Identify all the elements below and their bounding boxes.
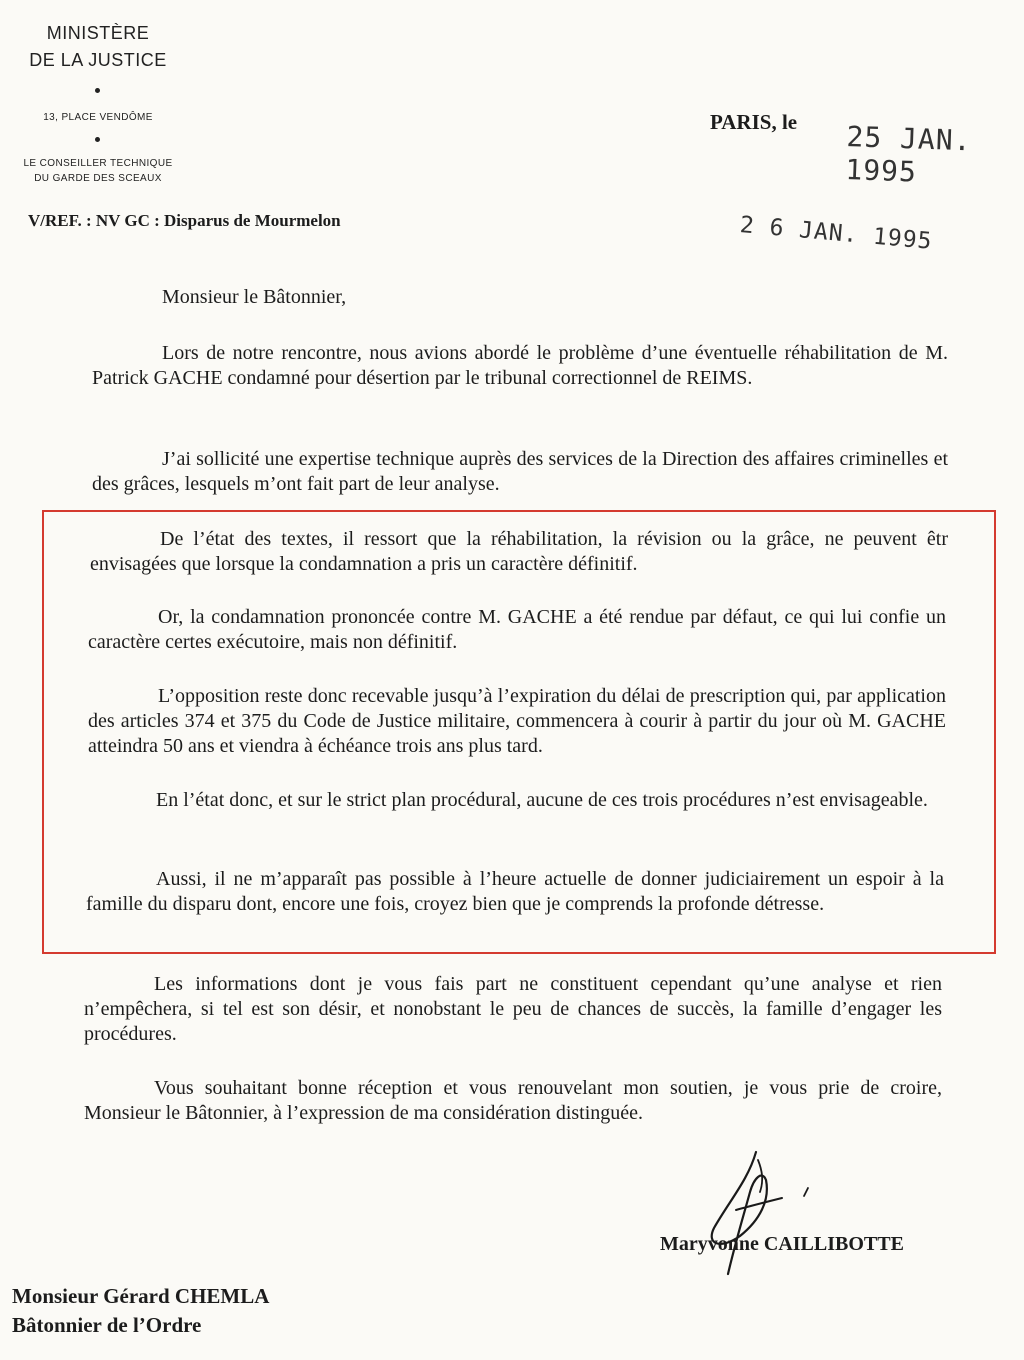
separator-dot bbox=[95, 137, 100, 142]
body-paragraph: Lors de notre rencontre, nous avions abordé le problème d’une éventuelle réhabilitation de M. Patrick GACHE condamné pour désertion par le tribunal correctionnel de REIMS. bbox=[92, 342, 948, 389]
body-paragraph: Aussi, il ne m’apparaît pas possible à l’heure actuelle de donner judiciairement un espoir à la famille du disparu dont, encore une fois, croyez bien que je comprends la profonde détresse. bbox=[86, 868, 944, 915]
body-paragraph: J’ai sollicité une expertise technique auprès des services de la Direction des affaires criminelles et des grâces, lesquels m’ont fait part de leur analyse. bbox=[92, 448, 948, 495]
handwritten-signature bbox=[700, 1140, 810, 1280]
body-paragraph: Les informations dont je vous fais part ne constituent cependant qu’une analyse et rien n’empêchera, si tel est son désir, et nonobstant le peu de chances de succès, la famille d’engager les procédures. bbox=[84, 973, 942, 1045]
body-paragraph: De l’état des textes, il ressort que la réhabilitation, la révision ou la grâce, ne peuvent êtr envisagées que lorsque la condamnation a pris un caractère définitif. bbox=[90, 528, 948, 575]
salutation: Monsieur le Bâtonnier, bbox=[162, 286, 347, 308]
ministry-line-1: MINISTÈRE bbox=[46, 23, 150, 43]
date-stamp: 25 JAN. 1995 bbox=[844, 120, 973, 189]
role-line-2: DU GARDE DES SCEAUX bbox=[34, 173, 162, 184]
addressee-title: Bâtonnier de l’Ordre bbox=[12, 1313, 202, 1337]
closing-paragraph: Vous souhaitant bonne réception et vous renouvelant mon soutien, je vous prie de croire, Monsieur le Bâtonnier, à l’expression de ma considération distinguée. bbox=[84, 1077, 942, 1124]
addressee-block bbox=[12, 1282, 269, 1340]
body-paragraph: Or, la condamnation prononcée contre M. GACHE a été rendue par défaut, ce qui lui confie un caractère certes exécutoire, mais non définitif. bbox=[88, 606, 946, 653]
reference-line: V/REF. : NV GC : Disparus de Mourmelon bbox=[28, 211, 341, 230]
role-line-1: LE CONSEILLER TECHNIQUE bbox=[23, 158, 173, 169]
addressee-name: Monsieur Gérard CHEMLA bbox=[12, 1284, 270, 1308]
ministry-line-2: DE LA JUSTICE bbox=[29, 50, 167, 70]
ministry-name bbox=[22, 20, 174, 74]
separator-dot bbox=[95, 88, 100, 93]
ministry-role bbox=[18, 156, 178, 186]
place-date-label: PARIS, le bbox=[710, 110, 798, 134]
ministry-address: 13, PLACE VENDÔME bbox=[43, 112, 153, 123]
body-paragraph: En l’état donc, et sur le strict plan procédural, aucune de ces trois procédures n’est envisageable. bbox=[156, 789, 928, 811]
received-date-stamp: 2 6 JAN. 1995 bbox=[738, 212, 934, 255]
body-paragraph: L’opposition reste donc recevable jusqu’à l’expiration du délai de prescription qui, par application des articles 374 et 375 du Code de Justice militaire, commencera à courir à partir du jour où M. GACHE atteindra 50 ans et viendra à échéance trois ans plus tard. bbox=[88, 685, 946, 757]
signer-name: Maryvonne CAILLIBOTTE bbox=[660, 1233, 904, 1255]
